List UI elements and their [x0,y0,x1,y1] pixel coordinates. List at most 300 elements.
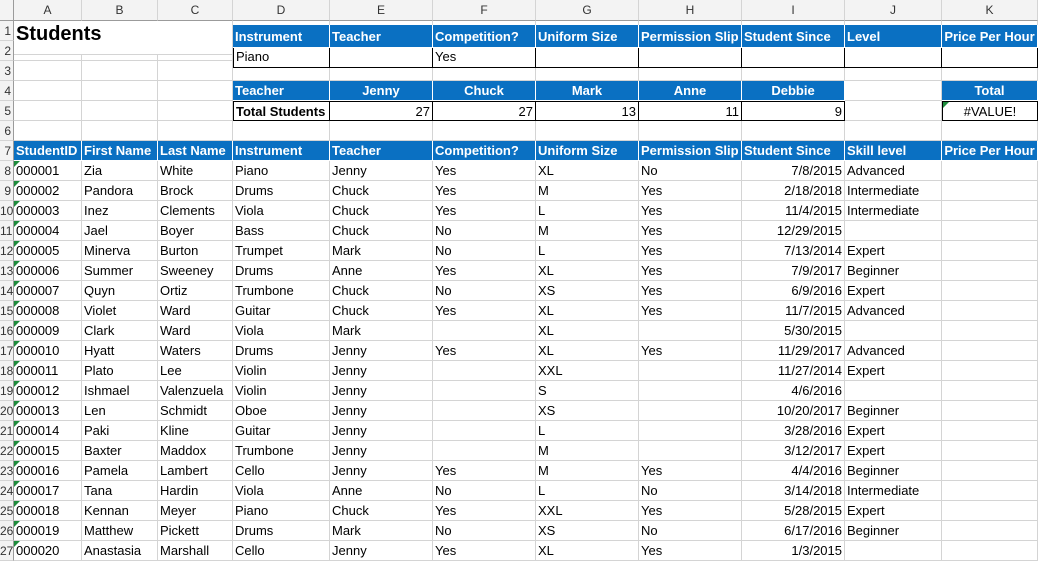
filter-value-input[interactable] [536,48,639,68]
table-cell[interactable]: White [158,161,233,181]
table-cell[interactable]: 000001 [14,161,82,181]
table-cell[interactable]: 3/12/2017 [742,441,845,461]
table-cell[interactable]: 11/4/2015 [742,201,845,221]
table-cell[interactable]: Beginner [845,521,942,541]
table-cell[interactable]: 000005 [14,241,82,261]
table-cell[interactable]: Chuck [330,181,433,201]
table-cell[interactable]: Violet [82,301,158,321]
table-cell[interactable]: Yes [639,461,742,481]
table-header-skill-level[interactable]: Skill level [845,141,942,161]
table-cell[interactable]: Violin [233,381,330,401]
grid-cell[interactable] [14,61,82,81]
table-cell[interactable]: No [639,481,742,501]
table-cell[interactable] [639,381,742,401]
table-header-competition[interactable]: Competition? [433,141,536,161]
table-cell[interactable] [942,381,1038,401]
table-cell[interactable] [639,421,742,441]
grid-cell[interactable] [82,61,158,81]
grid-cell[interactable] [233,121,330,141]
table-cell[interactable]: 11/29/2017 [742,341,845,361]
row-header[interactable]: 26 [0,521,14,541]
table-header-permission-slip[interactable]: Permission Slip [639,141,742,161]
table-cell[interactable]: Yes [639,241,742,261]
table-cell[interactable]: Cello [233,541,330,561]
table-cell[interactable]: Clark [82,321,158,341]
table-cell[interactable] [942,321,1038,341]
grid-cell[interactable] [639,121,742,141]
table-cell[interactable] [942,361,1038,381]
table-cell[interactable]: Lee [158,361,233,381]
table-cell[interactable] [942,481,1038,501]
table-cell[interactable]: Maddox [158,441,233,461]
table-cell[interactable]: 000019 [14,521,82,541]
row-header[interactable]: 16 [0,321,14,341]
row-header[interactable]: 10 [0,201,14,221]
table-cell[interactable]: Hyatt [82,341,158,361]
table-cell[interactable]: Guitar [233,421,330,441]
table-cell[interactable]: 10/20/2017 [742,401,845,421]
table-cell[interactable]: Anne [330,481,433,501]
filter-value-input[interactable] [330,48,433,68]
table-cell[interactable]: Yes [433,161,536,181]
table-cell[interactable] [639,361,742,381]
grid-cell[interactable] [845,121,942,141]
table-cell[interactable]: 000002 [14,181,82,201]
column-header-f[interactable]: F [433,0,536,21]
table-cell[interactable]: Expert [845,241,942,261]
table-cell[interactable] [639,401,742,421]
table-cell[interactable]: Clements [158,201,233,221]
grid-cell[interactable] [82,121,158,141]
grid-cell[interactable] [158,61,233,81]
column-header-g[interactable]: G [536,0,639,21]
table-cell[interactable] [942,521,1038,541]
table-cell[interactable]: Yes [433,181,536,201]
table-cell[interactable]: Jael [82,221,158,241]
summary-total-value[interactable]: #VALUE! [942,101,1038,121]
table-cell[interactable] [942,201,1038,221]
table-cell[interactable]: Chuck [330,281,433,301]
table-cell[interactable]: No [433,241,536,261]
table-cell[interactable]: Drums [233,181,330,201]
table-cell[interactable]: Yes [433,261,536,281]
filter-value-input[interactable] [845,48,942,68]
table-header-last-name[interactable]: Last Name [158,141,233,161]
table-cell[interactable]: Quyn [82,281,158,301]
table-cell[interactable]: Intermediate [845,481,942,501]
table-cell[interactable]: Expert [845,361,942,381]
column-header-i[interactable]: I [742,0,845,21]
table-cell[interactable] [942,441,1038,461]
table-cell[interactable]: XL [536,541,639,561]
table-cell[interactable]: Yes [433,541,536,561]
table-cell[interactable]: Anastasia [82,541,158,561]
table-header-student-since[interactable]: Student Since [742,141,845,161]
table-cell[interactable]: S [536,381,639,401]
row-header[interactable]: 15 [0,301,14,321]
table-cell[interactable] [942,221,1038,241]
table-cell[interactable] [942,161,1038,181]
table-cell[interactable]: Chuck [330,301,433,321]
grid-cell[interactable] [330,121,433,141]
table-cell[interactable]: Bass [233,221,330,241]
row-header[interactable]: 2 [0,41,14,61]
table-cell[interactable]: Piano [233,161,330,181]
table-cell[interactable]: L [536,481,639,501]
table-cell[interactable]: Yes [639,201,742,221]
grid-cell[interactable] [82,101,158,121]
table-cell[interactable]: Yes [433,501,536,521]
table-cell[interactable]: Zia [82,161,158,181]
table-cell[interactable]: 000010 [14,341,82,361]
table-header-uniform-size[interactable]: Uniform Size [536,141,639,161]
table-cell[interactable] [942,181,1038,201]
table-cell[interactable]: 000018 [14,501,82,521]
table-cell[interactable] [433,361,536,381]
table-cell[interactable]: Boyer [158,221,233,241]
table-cell[interactable]: Yes [433,461,536,481]
table-cell[interactable]: 000016 [14,461,82,481]
table-cell[interactable] [433,401,536,421]
table-cell[interactable]: Yes [639,501,742,521]
table-cell[interactable] [433,441,536,461]
column-header-e[interactable]: E [330,0,433,21]
table-cell[interactable]: XL [536,301,639,321]
table-cell[interactable]: Kline [158,421,233,441]
column-header-j[interactable]: J [845,0,942,21]
table-cell[interactable] [433,421,536,441]
table-cell[interactable]: L [536,241,639,261]
table-cell[interactable] [845,221,942,241]
table-cell[interactable] [942,301,1038,321]
table-cell[interactable]: 000006 [14,261,82,281]
table-cell[interactable]: Yes [639,221,742,241]
table-cell[interactable]: Drums [233,521,330,541]
table-cell[interactable]: Jenny [330,341,433,361]
table-cell[interactable]: 3/28/2016 [742,421,845,441]
table-cell[interactable]: Chuck [330,201,433,221]
table-cell[interactable]: Beginner [845,461,942,481]
table-cell[interactable]: Anne [330,261,433,281]
column-header-b[interactable]: B [82,0,158,21]
table-cell[interactable]: Advanced [845,301,942,321]
table-cell[interactable]: Mark [330,241,433,261]
table-cell[interactable]: Paki [82,421,158,441]
table-cell[interactable]: No [433,221,536,241]
table-cell[interactable]: Ward [158,321,233,341]
row-header[interactable]: 22 [0,441,14,461]
table-header-price-per-hour[interactable]: Price Per Hour [942,141,1038,161]
table-cell[interactable]: 000008 [14,301,82,321]
table-cell[interactable]: 5/30/2015 [742,321,845,341]
table-header-instrument[interactable]: Instrument [233,141,330,161]
row-header[interactable]: 24 [0,481,14,501]
row-header[interactable]: 18 [0,361,14,381]
table-cell[interactable]: 000014 [14,421,82,441]
table-cell[interactable]: 3/14/2018 [742,481,845,501]
table-cell[interactable]: Pandora [82,181,158,201]
row-header[interactable]: 9 [0,181,14,201]
table-cell[interactable]: XL [536,261,639,281]
table-cell[interactable]: Ortiz [158,281,233,301]
table-cell[interactable]: Advanced [845,161,942,181]
table-cell[interactable]: 6/9/2016 [742,281,845,301]
table-cell[interactable]: XS [536,521,639,541]
table-cell[interactable]: Trumbone [233,281,330,301]
table-header-studentid[interactable]: StudentID [14,141,82,161]
table-cell[interactable]: 4/4/2016 [742,461,845,481]
table-cell[interactable]: Pamela [82,461,158,481]
table-cell[interactable]: Yes [639,281,742,301]
table-cell[interactable] [845,321,942,341]
summary-count-debbie[interactable]: 9 [742,101,845,121]
table-cell[interactable]: Jenny [330,421,433,441]
table-cell[interactable]: Advanced [845,341,942,361]
row-header[interactable]: 12 [0,241,14,261]
table-cell[interactable]: Intermediate [845,181,942,201]
table-cell[interactable]: Schmidt [158,401,233,421]
table-cell[interactable] [639,321,742,341]
table-cell[interactable]: 12/29/2015 [742,221,845,241]
table-cell[interactable]: Yes [639,301,742,321]
grid-cell[interactable] [433,121,536,141]
table-cell[interactable]: Expert [845,421,942,441]
table-cell[interactable]: Jenny [330,541,433,561]
table-cell[interactable]: Oboe [233,401,330,421]
row-header[interactable]: 23 [0,461,14,481]
row-header[interactable]: 20 [0,401,14,421]
table-cell[interactable]: Lambert [158,461,233,481]
row-header[interactable]: 17 [0,341,14,361]
summary-count-mark[interactable]: 13 [536,101,639,121]
table-cell[interactable]: Valenzuela [158,381,233,401]
table-cell[interactable]: Chuck [330,221,433,241]
table-cell[interactable] [433,321,536,341]
table-cell[interactable]: 5/28/2015 [742,501,845,521]
table-cell[interactable]: 7/9/2017 [742,261,845,281]
column-header-c[interactable]: C [158,0,233,21]
table-cell[interactable]: No [433,521,536,541]
table-cell[interactable]: Yes [433,301,536,321]
grid-cell[interactable] [845,101,942,121]
table-cell[interactable]: 000009 [14,321,82,341]
grid-cell[interactable] [158,81,233,101]
table-cell[interactable]: XXL [536,501,639,521]
table-cell[interactable]: Viola [233,321,330,341]
table-cell[interactable]: 1/3/2015 [742,541,845,561]
table-cell[interactable]: Tana [82,481,158,501]
table-cell[interactable]: Jenny [330,161,433,181]
row-header[interactable]: 7 [0,141,14,161]
grid-cell[interactable] [14,121,82,141]
table-cell[interactable]: 000017 [14,481,82,501]
table-cell[interactable]: Viola [233,481,330,501]
filter-value-input[interactable]: Piano [233,48,330,68]
row-header[interactable]: 14 [0,281,14,301]
table-cell[interactable]: 11/27/2014 [742,361,845,381]
table-cell[interactable] [942,401,1038,421]
table-cell[interactable]: Mark [330,521,433,541]
table-cell[interactable]: XXL [536,361,639,381]
table-cell[interactable] [942,261,1038,281]
table-cell[interactable]: XL [536,161,639,181]
sheet-title[interactable]: Students [14,21,233,55]
table-cell[interactable]: Mark [330,321,433,341]
table-cell[interactable]: Jenny [330,381,433,401]
table-cell[interactable]: Chuck [330,501,433,521]
table-cell[interactable]: Plato [82,361,158,381]
table-cell[interactable] [845,541,942,561]
table-cell[interactable] [845,381,942,401]
column-header-a[interactable]: A [14,0,82,21]
table-header-first-name[interactable]: First Name [82,141,158,161]
row-header[interactable]: 11 [0,221,14,241]
filter-value-input[interactable] [639,48,742,68]
table-cell[interactable]: Ward [158,301,233,321]
table-cell[interactable]: Intermediate [845,201,942,221]
table-cell[interactable]: Matthew [82,521,158,541]
row-header[interactable]: 21 [0,421,14,441]
table-cell[interactable]: Expert [845,501,942,521]
table-cell[interactable]: Guitar [233,301,330,321]
grid-cell[interactable] [14,81,82,101]
filter-value-input[interactable]: Yes [433,48,536,68]
table-cell[interactable]: No [433,481,536,501]
table-cell[interactable]: No [639,521,742,541]
table-cell[interactable]: Yes [639,541,742,561]
row-header[interactable]: 13 [0,261,14,281]
table-cell[interactable]: Ishmael [82,381,158,401]
table-cell[interactable]: Jenny [330,361,433,381]
table-cell[interactable]: Piano [233,501,330,521]
table-cell[interactable]: No [639,161,742,181]
table-cell[interactable]: Drums [233,261,330,281]
table-cell[interactable] [942,501,1038,521]
table-cell[interactable]: Marshall [158,541,233,561]
row-header[interactable]: 27 [0,541,14,561]
filter-value-input[interactable] [742,48,845,68]
table-cell[interactable]: M [536,221,639,241]
table-cell[interactable]: Jenny [330,441,433,461]
table-cell[interactable]: Yes [639,341,742,361]
table-cell[interactable]: 11/7/2015 [742,301,845,321]
table-cell[interactable]: Yes [433,341,536,361]
table-cell[interactable]: Jenny [330,401,433,421]
table-cell[interactable]: 2/18/2018 [742,181,845,201]
table-cell[interactable]: M [536,181,639,201]
table-cell[interactable]: Kennan [82,501,158,521]
table-cell[interactable]: No [433,281,536,301]
table-cell[interactable]: Sweeney [158,261,233,281]
table-cell[interactable] [942,281,1038,301]
table-cell[interactable]: M [536,461,639,481]
table-cell[interactable]: Minerva [82,241,158,261]
table-cell[interactable]: Waters [158,341,233,361]
table-cell[interactable]: XS [536,401,639,421]
row-header[interactable]: 19 [0,381,14,401]
grid-cell[interactable] [158,121,233,141]
table-cell[interactable]: 000007 [14,281,82,301]
table-cell[interactable]: 7/8/2015 [742,161,845,181]
filter-value-input[interactable] [942,48,1038,68]
grid-cell[interactable] [14,101,82,121]
row-header[interactable]: 1 [0,21,14,41]
table-cell[interactable] [942,341,1038,361]
grid-cell[interactable] [536,121,639,141]
table-cell[interactable] [942,461,1038,481]
table-cell[interactable]: Baxter [82,441,158,461]
table-cell[interactable]: M [536,441,639,461]
table-cell[interactable]: 000013 [14,401,82,421]
table-cell[interactable]: Violin [233,361,330,381]
table-cell[interactable]: Trumpet [233,241,330,261]
table-cell[interactable]: Summer [82,261,158,281]
table-cell[interactable] [942,241,1038,261]
summary-count-anne[interactable]: 11 [639,101,742,121]
table-cell[interactable]: Drums [233,341,330,361]
table-cell[interactable] [639,441,742,461]
table-cell[interactable]: Inez [82,201,158,221]
table-cell[interactable]: Expert [845,281,942,301]
table-cell[interactable]: Yes [639,261,742,281]
summary-count-jenny[interactable]: 27 [330,101,433,121]
table-cell[interactable]: 000012 [14,381,82,401]
grid-cell[interactable] [158,101,233,121]
table-cell[interactable]: 6/17/2016 [742,521,845,541]
table-cell[interactable]: 000004 [14,221,82,241]
table-cell[interactable]: 000020 [14,541,82,561]
table-cell[interactable]: XL [536,321,639,341]
table-cell[interactable]: Brock [158,181,233,201]
table-cell[interactable]: 7/13/2014 [742,241,845,261]
table-cell[interactable]: Trumbone [233,441,330,461]
table-cell[interactable]: L [536,421,639,441]
row-header[interactable]: 8 [0,161,14,181]
table-cell[interactable]: Len [82,401,158,421]
table-cell[interactable] [433,381,536,401]
row-header[interactable]: 4 [0,81,14,101]
row-header[interactable]: 25 [0,501,14,521]
table-cell[interactable]: 000003 [14,201,82,221]
table-cell[interactable]: Burton [158,241,233,261]
select-all-corner[interactable] [0,0,14,21]
table-cell[interactable]: XL [536,341,639,361]
table-cell[interactable]: Beginner [845,401,942,421]
table-cell[interactable]: Cello [233,461,330,481]
column-header-k[interactable]: K [942,0,1038,21]
table-cell[interactable]: Jenny [330,461,433,481]
table-cell[interactable] [942,541,1038,561]
table-cell[interactable]: 000015 [14,441,82,461]
table-cell[interactable]: Pickett [158,521,233,541]
table-header-teacher[interactable]: Teacher [330,141,433,161]
column-header-d[interactable]: D [233,0,330,21]
grid-cell[interactable] [742,121,845,141]
table-cell[interactable]: Beginner [845,261,942,281]
table-cell[interactable]: Yes [639,181,742,201]
table-cell[interactable]: Hardin [158,481,233,501]
table-cell[interactable]: Yes [433,201,536,221]
table-cell[interactable]: 000011 [14,361,82,381]
grid-cell[interactable] [82,81,158,101]
row-header[interactable]: 5 [0,101,14,121]
row-header[interactable]: 3 [0,61,14,81]
table-cell[interactable]: Expert [845,441,942,461]
summary-count-chuck[interactable]: 27 [433,101,536,121]
column-header-h[interactable]: H [639,0,742,21]
grid-cell[interactable] [845,81,942,101]
grid-cell[interactable] [942,121,1038,141]
